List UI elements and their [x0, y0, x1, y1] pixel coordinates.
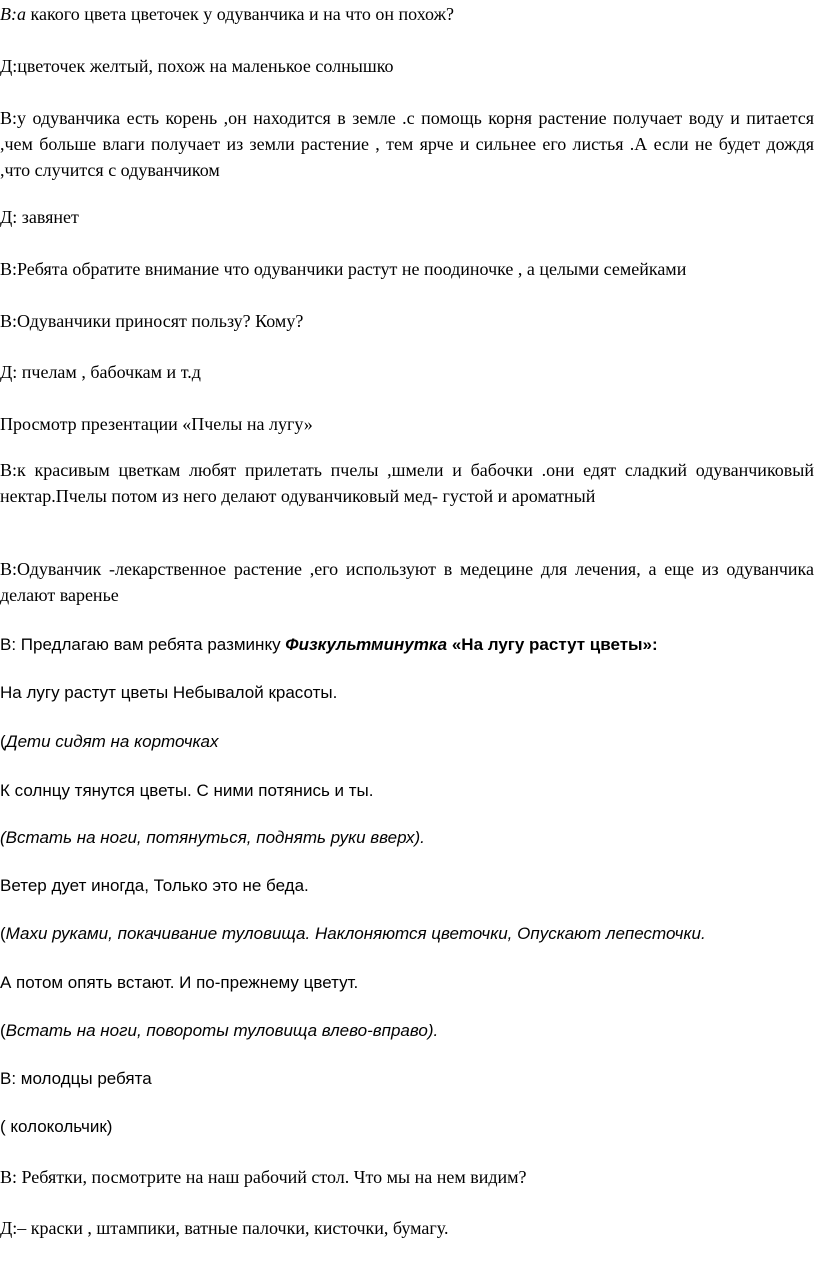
- instruction-text: Махи руками, покачивание туловища. Наклоняются цветочки, Опускают лепесточки.: [5, 924, 706, 943]
- paragraph-medicine: В:Одуванчик -лекарственное растение ,его используют в медецине для лечения, а еще из одуванчика делают варенье: [0, 559, 814, 605]
- warmup-intro: [0, 632, 814, 658]
- warmup-title: Физкультминутка: [285, 635, 448, 654]
- paragraph-families: В:Ребята обратите внимание что одуванчики растут не поодиночке , а целыми семейками: [0, 259, 687, 279]
- warmup-text: В: Предлагаю вам ребята разминку: [0, 635, 286, 654]
- answer-yellow-flower: Д:цветочек желтый, похож на маленькое солнышко: [0, 56, 394, 76]
- warmup-song-title: «На лугу растут цветы»:: [447, 635, 658, 654]
- presentation-line: Просмотр презентации «Пчелы на лугу»: [0, 414, 313, 434]
- instruction-text: Дети сидят на корточках: [5, 732, 219, 751]
- answer-wilts: Д: завянет: [0, 207, 79, 227]
- speaker-prefix: В:а: [0, 4, 26, 24]
- poem-instruction-2: (Встать на ноги, потянуться, поднять руки вверх).: [0, 828, 425, 847]
- poem-instruction-3: [0, 921, 814, 947]
- paragraph-root-water: В:у одуванчика есть корень ,он находится в земле .с помощь корня растение получает воду и питается ,чем больше влаги получает из земли растение , тем ярче и сильнее его листья .А если не будет дождя ,что случится с одуванчиком: [0, 108, 814, 180]
- answer-bees: Д: пчелам , бабочкам и т.д: [0, 362, 201, 382]
- poem-line-2: К солнцу тянутся цветы. С ними потянись и ты.: [0, 781, 374, 800]
- question-flower-color: [0, 1, 814, 27]
- instruction-text: Встать на ноги, повороты туловища влево-вправо).: [5, 1021, 439, 1040]
- poem-line-4: А потом опять встают. И по-прежнему цветут.: [0, 973, 359, 992]
- poem-instruction-4: [0, 1018, 814, 1044]
- praise-line: В: молодцы ребята: [0, 1069, 152, 1088]
- answer-supplies: Д:– краски , штампики, ватные палочки, кисточки, бумагу.: [0, 1218, 449, 1238]
- poem-line-3: Ветер дует иногда, Только это не беда.: [0, 876, 309, 895]
- question-benefit: В:Одуванчики приносят пользу? Кому?: [0, 311, 304, 331]
- poem-line-1: На лугу растут цветы Небывалой красоты.: [0, 683, 338, 702]
- paren: (: [0, 732, 6, 751]
- question-text: какого цвета цветочек у одуванчика и на что он похож?: [26, 4, 455, 24]
- paren: (: [0, 1021, 6, 1040]
- question-table: В: Ребятки, посмотрите на наш рабочий стол. Что мы на нем видим?: [0, 1167, 527, 1187]
- paren: (: [0, 924, 6, 943]
- poem-instruction-1: [0, 729, 814, 755]
- bell-line: ( колокольчик): [0, 1117, 113, 1136]
- paragraph-nectar: В:к красивым цветкам любят прилетать пчелы ,шмели и бабочки .они едят сладкий одуванчиковый нектар.Пчелы потом из него делают одуванчиковый мед- густой и ароматный: [0, 460, 814, 506]
